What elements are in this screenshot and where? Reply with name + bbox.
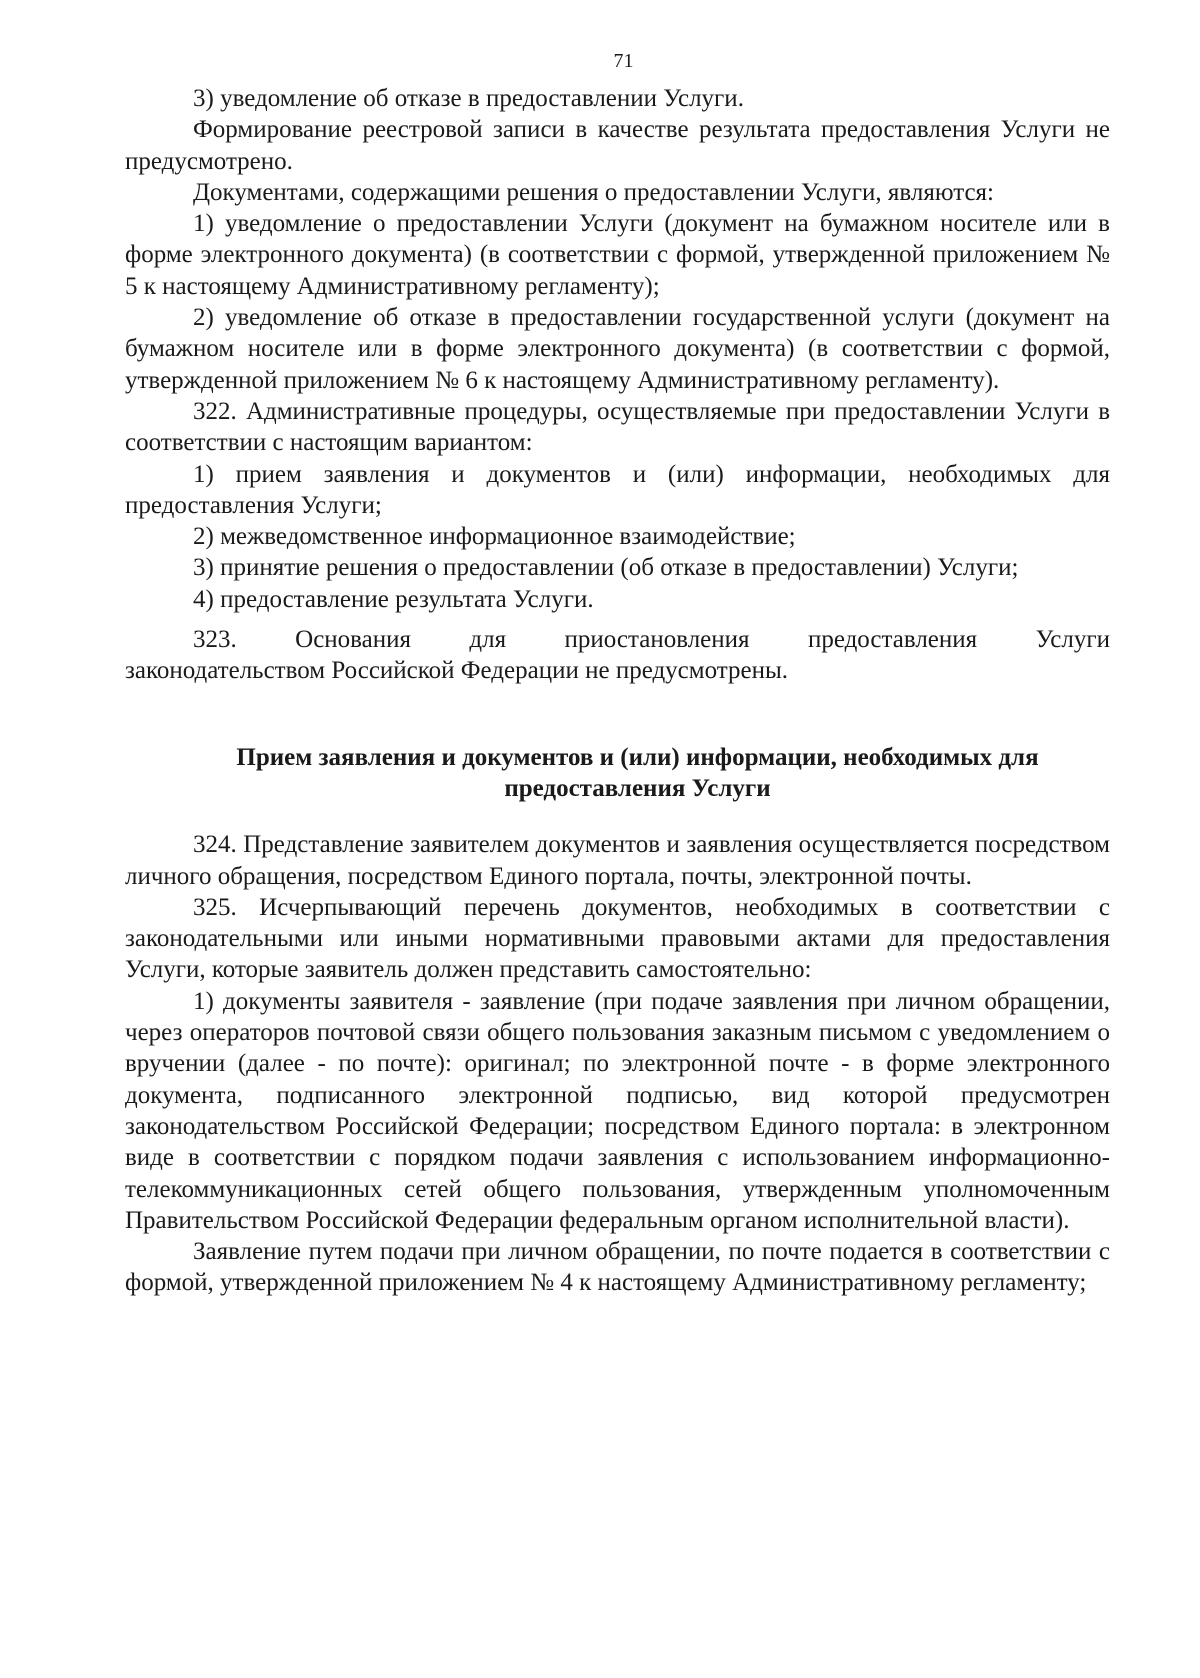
paragraph-323-word: Основания [295,626,412,654]
paragraph: 325. Исчерпывающий перечень документов, необходимых в соответствии с законодательными или иными нормативными правовыми актами для предоставления Услуги, которые заявитель должен представить самостоятельно: [125,893,1110,984]
paragraph-323-word: предоставления [807,626,978,654]
paragraph: 3) уведомление об отказе в предоставлении Услуги. [193,85,744,112]
paragraph: 324. Представление заявителем документов и заявления осуществляется посредством личного обращения, посредством Единого портала, почты, электронной почты. [125,831,1110,890]
section-heading-line: Прием заявления и документов и (или) информации, необходимых для [236,743,1039,771]
paragraph: 4) предоставление результата Услуги. [193,585,594,613]
section-heading [125,742,1110,805]
paragraph: 2) межведомственное информационное взаимодействие; [193,523,796,551]
paragraph-323-continuation: законодательством Российской Федерации не предусмотрены. [125,657,789,685]
paragraph-323-first-line [125,624,1110,655]
paragraph-323-word: приостановления [564,626,750,654]
paragraph-323-word: для [469,626,507,654]
paragraph: Формирование реестровой записи в качестве результата предоставления Услуги не предусмотрено. [125,116,1110,175]
paragraph: 3) принятие решения о предоставлении (об отказе в предоставлении) Услуги; [193,554,1019,582]
paragraph: 2) уведомление об отказе в предоставлении государственной услуги (документ на бумажном носителе или в форме электронного документа) (в соответствии с формой, утвержденной приложением № 6 к настоящему Административному регламенту). [125,304,1110,394]
paragraph: 322. Административные процедуры, осуществляемые при предоставлении Услуги в соответствии с настоящим вариантом: [125,397,1110,457]
page-number: 71 [613,50,634,72]
paragraph: Заявление путем подачи при личном обращении, по почте подается в соответствии с формой, утвержденной приложением № 4 к настоящему Административному регламенту; [125,1238,1110,1297]
document-page [125,50,1110,1299]
paragraph: Документами, содержащими решения о предоставлении Услуги, являются: [193,178,994,206]
paragraph-323-word: Услуги [1035,626,1110,654]
paragraph: 1) документы заявителя - заявление (при подаче заявления при личном обращении, через операторов почтовой связи общего пользования заказным письмом с уведомлением о вручении (далее - по почте): оригинал; по электронной почте - в форме электронного документа, подписанного электронной подписью, вид которой предусмотрен законодательством Российской Федерации; посредством Единого портала: в электронном виде в соответствии с порядком подачи заявления с использованием информационно-телекоммуникационных сетей общего пользования, утвержденным уполномоченным Правительством Российской Федерации федеральным органом исполнительной власти). [125,987,1110,1234]
paragraph-323-word: 323. [193,626,237,654]
paragraph: 1) уведомление о предоставлении Услуги (документ на бумажном носителе или в форме электронного документа) (в соответствии с формой, утвержденной приложением № 5 к настоящему Административному регламенту); [125,210,1110,300]
section-heading-line: предоставления Услуги [504,774,771,802]
paragraph: 1) прием заявления и документов и (или) информации, необходимых для предоставления Услуги; [125,460,1110,519]
